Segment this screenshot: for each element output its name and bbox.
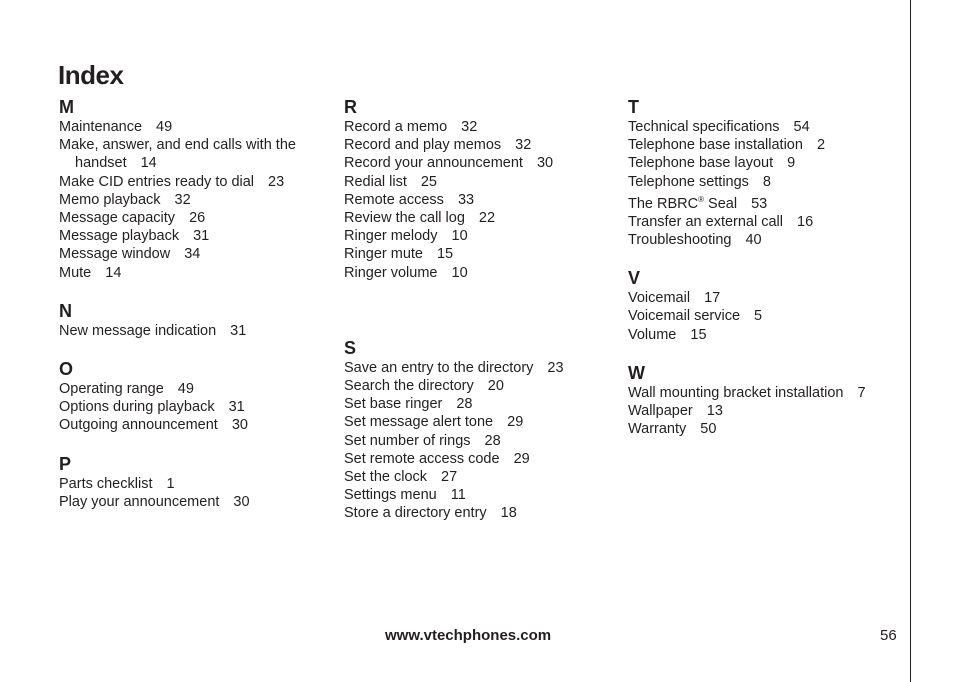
entry-page-number: 30 xyxy=(536,155,554,172)
entry-page-number: 7 xyxy=(857,384,866,401)
entry-page-number: 2 xyxy=(816,137,826,154)
entry-text: Options during playback xyxy=(59,399,215,416)
entry-page-number: 40 xyxy=(745,232,762,249)
index-entry xyxy=(344,468,619,486)
entry-page-number: 11 xyxy=(450,487,466,504)
entry-text: Set base ringer xyxy=(344,396,443,413)
page-number: 56 xyxy=(880,627,897,644)
section-gap xyxy=(344,282,619,338)
entry-page-number: 32 xyxy=(515,137,532,154)
entry-page-number: 5 xyxy=(754,308,763,325)
index-entry xyxy=(344,450,619,468)
footer-url[interactable]: www.vtechphones.com xyxy=(385,627,552,644)
section-letter: S xyxy=(344,337,357,358)
entry-text: Voicemail service xyxy=(628,308,741,325)
index-entry xyxy=(59,209,334,227)
entry-text: Play your announcement xyxy=(59,493,220,510)
page-title: Index xyxy=(58,60,124,90)
index-entry xyxy=(344,227,619,245)
index-entry xyxy=(344,118,619,136)
index-entry xyxy=(628,420,898,438)
entry-page-number: 29 xyxy=(507,414,524,431)
index-section-n xyxy=(59,301,334,340)
entry-text: Message capacity xyxy=(59,210,176,227)
entry-page-number: 31 xyxy=(228,399,245,416)
section-letter: R xyxy=(344,97,357,117)
index-entry xyxy=(628,384,898,402)
index-section-p xyxy=(59,454,334,511)
section-gap xyxy=(59,282,334,301)
entry-page-number: 34 xyxy=(184,246,201,263)
entry-text: Set the clock xyxy=(344,469,428,486)
index-entry xyxy=(628,118,898,136)
entry-page-number: 14 xyxy=(105,264,122,281)
entry-text: Set number of rings xyxy=(344,432,471,449)
entry-text: Message playback xyxy=(59,228,180,245)
entry-text: Technical specifications xyxy=(628,119,780,135)
entry-page-number: 49 xyxy=(177,381,194,398)
entry-page-number: 9 xyxy=(787,155,796,172)
entry-page-number: 25 xyxy=(420,173,437,190)
index-entry xyxy=(59,475,334,493)
section-gap xyxy=(628,249,898,268)
entry-text: Store a directory entry xyxy=(344,505,487,522)
index-entry xyxy=(628,136,898,154)
index-entry xyxy=(59,173,334,191)
entry-text: Mute xyxy=(59,264,92,281)
entry-text: Record your announcement xyxy=(344,155,523,172)
entry-text: Maintenance xyxy=(59,119,143,135)
entry-page-number: 32 xyxy=(461,119,478,135)
index-entry xyxy=(344,377,619,395)
entry-page-number: 10 xyxy=(451,228,468,245)
index-column-1 xyxy=(59,97,334,511)
entry-text: Parts checklist xyxy=(59,475,153,492)
section-gap xyxy=(59,435,334,454)
entry-page-number: 13 xyxy=(706,403,723,420)
index-section-v xyxy=(628,268,898,344)
entry-page-number: 30 xyxy=(233,493,250,510)
entry-text: Set remote access code xyxy=(344,450,500,467)
entry-page-number: 15 xyxy=(436,246,454,263)
entry-text: Transfer an external call xyxy=(628,213,784,230)
entry-text: Record a memo xyxy=(344,119,448,135)
index-entry xyxy=(59,398,334,416)
entry-page-number: 29 xyxy=(513,450,530,467)
entry-text: Record and play memos xyxy=(344,137,502,154)
index-entry xyxy=(628,402,898,420)
entry-page-number: 8 xyxy=(762,173,771,190)
section-letter: W xyxy=(628,362,645,383)
index-entry xyxy=(628,289,898,307)
index-entry xyxy=(344,395,619,413)
entry-page-number: 22 xyxy=(478,210,496,227)
entry-text: Telephone base installation xyxy=(628,137,803,154)
entry-text: Save an entry to the directory xyxy=(344,359,534,376)
index-entry xyxy=(59,322,334,340)
index-entry xyxy=(344,486,619,504)
index-entry xyxy=(344,264,619,282)
entry-page-number: 10 xyxy=(451,264,468,281)
index-entry xyxy=(344,173,619,191)
section-letter: N xyxy=(59,300,72,321)
entry-page-number: 31 xyxy=(193,228,210,245)
index-entry xyxy=(59,227,334,245)
index-entry xyxy=(628,231,898,249)
entry-page-number: 20 xyxy=(487,378,504,395)
index-entry xyxy=(344,191,619,209)
index-column-2 xyxy=(344,97,619,523)
index-entry xyxy=(59,493,334,511)
index-entry xyxy=(344,413,619,431)
section-letter: V xyxy=(628,268,641,289)
entry-page-number: 23 xyxy=(547,359,564,376)
section-gap xyxy=(59,340,334,359)
index-entry xyxy=(59,118,334,136)
entry-page-number: 53 xyxy=(751,195,768,212)
entry-text: Set message alert tone xyxy=(344,414,494,431)
entry-text: Ringer mute xyxy=(344,246,423,263)
entry-page-number: 15 xyxy=(690,326,707,343)
entry-page-number: 50 xyxy=(700,421,717,438)
index-entry xyxy=(59,245,334,263)
page-edge-rule xyxy=(910,0,911,682)
entry-text: Settings menu xyxy=(344,487,437,504)
index-column-3 xyxy=(628,97,898,438)
entry-text: Wall mounting bracket installation xyxy=(628,384,844,401)
section-gap xyxy=(628,344,898,363)
entry-text: Redial list xyxy=(344,173,407,190)
section-letter: P xyxy=(59,453,72,474)
entry-text: Troubleshooting xyxy=(628,232,732,249)
entry-text: Wallpaper xyxy=(628,403,693,420)
index-entry xyxy=(344,359,619,377)
index-entry xyxy=(628,326,898,344)
entry-page-number: 27 xyxy=(441,469,458,486)
index-entry xyxy=(59,264,334,282)
index-section-r xyxy=(344,97,619,282)
entry-page-number: 32 xyxy=(174,191,191,208)
entry-text: Search the directory xyxy=(344,378,474,395)
index-section-w xyxy=(628,363,898,439)
index-section-t xyxy=(628,97,898,249)
entry-text: Make, answer, and end calls with the handset xyxy=(59,137,296,172)
index-section-m xyxy=(59,97,334,282)
index-entry xyxy=(344,136,619,154)
entry-page-number: 49 xyxy=(156,119,173,135)
index-entry xyxy=(628,154,898,172)
entry-text: Warranty xyxy=(628,421,687,438)
entry-text: Memo playback xyxy=(59,191,161,208)
entry-text: Telephone settings xyxy=(628,173,749,190)
index-entry xyxy=(344,432,619,450)
entry-page-number: 30 xyxy=(231,417,248,434)
index-entry xyxy=(344,245,619,263)
entry-page-number: 26 xyxy=(189,210,206,227)
entry-text: Review the call log xyxy=(344,210,465,227)
section-letter: T xyxy=(628,97,639,117)
section-letter: O xyxy=(59,359,74,380)
entry-page-number: 54 xyxy=(793,119,810,135)
index-entry xyxy=(628,191,898,213)
entry-page-number: 18 xyxy=(500,505,517,522)
entry-text: Make CID entries ready to dial xyxy=(59,173,255,190)
index-entry xyxy=(344,154,619,172)
entry-page-number: 16 xyxy=(797,213,814,230)
index-section-o xyxy=(59,359,334,435)
index-entry xyxy=(628,213,898,231)
entry-text: Ringer volume xyxy=(344,264,438,281)
entry-page-number: 1 xyxy=(166,475,175,492)
entry-text: Telephone base layout xyxy=(628,155,774,172)
entry-page-number: 23 xyxy=(268,173,285,190)
index-entry xyxy=(59,416,334,434)
index-entry xyxy=(344,504,619,522)
entry-page-number: 28 xyxy=(484,432,501,449)
entry-page-number: 31 xyxy=(230,322,247,339)
index-entry xyxy=(628,173,898,191)
entry-text: Remote access xyxy=(344,191,444,208)
entry-text: Volume xyxy=(628,326,677,343)
entry-text: Voicemail xyxy=(628,290,691,307)
entry-text: Outgoing announcement xyxy=(59,417,218,434)
section-letter: M xyxy=(59,97,74,117)
index-entry xyxy=(59,136,334,172)
entry-text: New message indication xyxy=(59,322,217,339)
entry-page-number: 14 xyxy=(140,155,157,172)
index-entry xyxy=(59,380,334,398)
index-entry xyxy=(628,307,898,325)
entry-page-number: 28 xyxy=(456,396,473,413)
index-entry xyxy=(344,209,619,227)
entry-page-number: 17 xyxy=(704,290,721,307)
entry-text: Ringer melody xyxy=(344,228,438,245)
entry-text: Message window xyxy=(59,246,171,263)
index-entry xyxy=(59,191,334,209)
entry-page-number: 33 xyxy=(457,191,475,208)
index-section-s xyxy=(344,338,619,523)
entry-text: Operating range xyxy=(59,381,164,398)
entry-text: The RBRC® Seal xyxy=(628,194,738,212)
